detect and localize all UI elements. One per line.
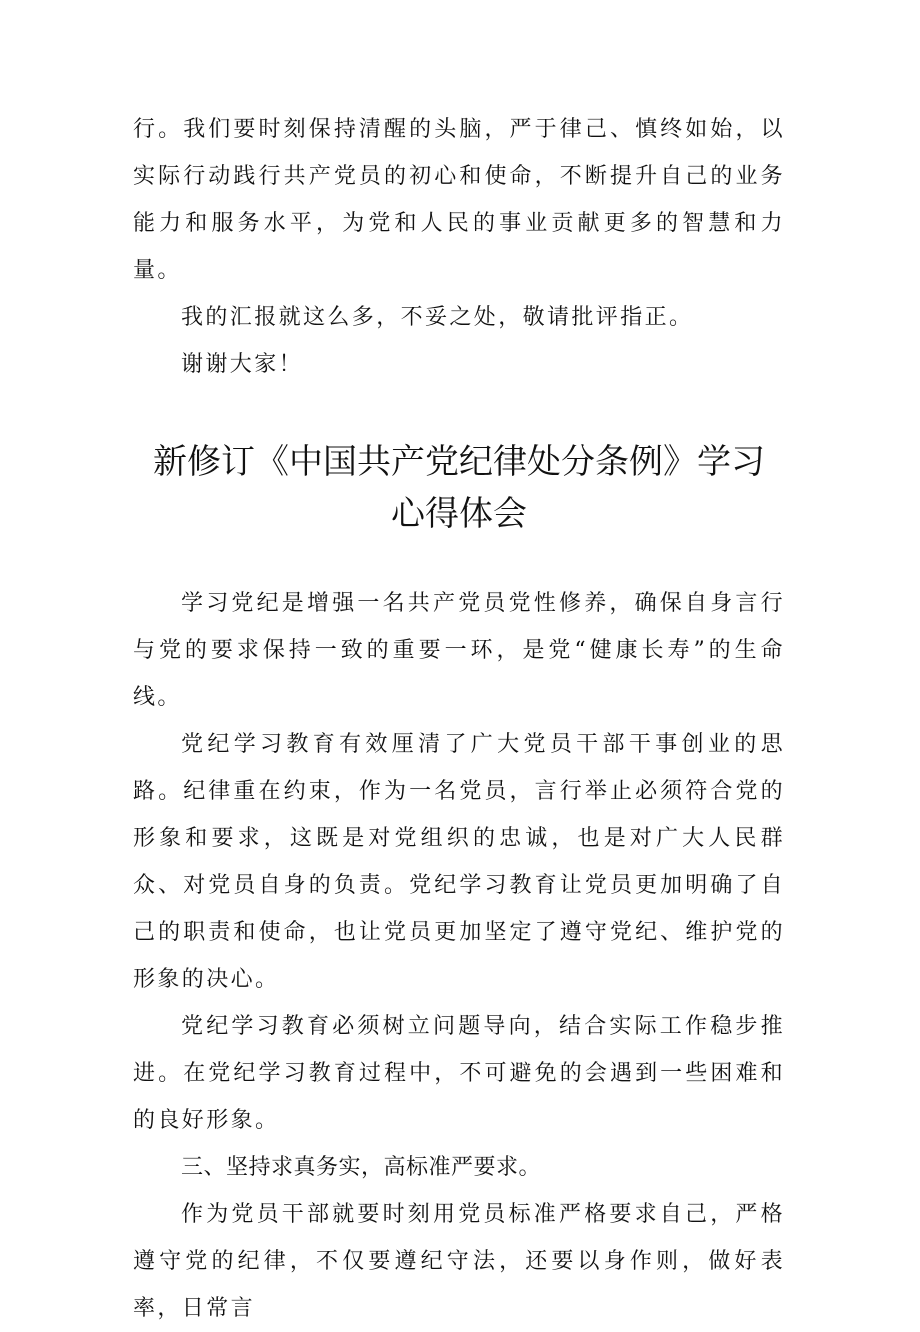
- section-heading: 三、坚持求真务实，高标准严要求。: [181, 1155, 542, 1180]
- document-body: [133, 106, 785, 1332]
- body-paragraph-3: 党纪学习教育必须树立问题导向，结合实际工作稳步推进。在党纪学习教育过程中，不可避免的会遇到一些困难和的良好形象。: [133, 1014, 785, 1133]
- document-title: [133, 436, 785, 540]
- closing-remark-paragraph: 我的汇报就这么多，不妥之处，敬请批评指正。: [181, 305, 694, 330]
- title-line-2: 心得体会: [391, 494, 527, 534]
- title-line-1: 新修订《中国共产党纪律处分条例》学习: [153, 442, 765, 482]
- body-paragraph-2: 党纪学习教育有效厘清了广大党员干部干事创业的思路。纪律重在约束，作为一名党员，言行举止必须符合党的形象和要求，这既是对党组织的忠诚，也是对广大人民群众、对党员自身的负责。党纪学习教育让党员更加明确了自己的职责和使命，也让党员更加坚定了遵守党纪、维护党的形象的决心。: [133, 732, 785, 992]
- body-paragraph-1: 学习党纪是增强一名共产党员党性修养，确保自身言行与党的要求保持一致的重要一环，是党“健康长寿”的生命线。: [133, 591, 785, 710]
- final-paragraph: 作为党员干部就要时刻用党员标准严格要求自己，严格遵守党的纪律，不仅要遵纪守法，还要以身作则，做好表率，日常言: [133, 1202, 785, 1321]
- thanks-paragraph: 谢谢大家！: [181, 352, 304, 377]
- intro-continuation-paragraph: 行。我们要时刻保持清醒的头脑，严于律己、慎终如始，以实际行动践行共产党员的初心和使命，不断提升自己的业务能力和服务水平，为党和人民的事业贡献更多的智慧和力量。: [133, 117, 785, 283]
